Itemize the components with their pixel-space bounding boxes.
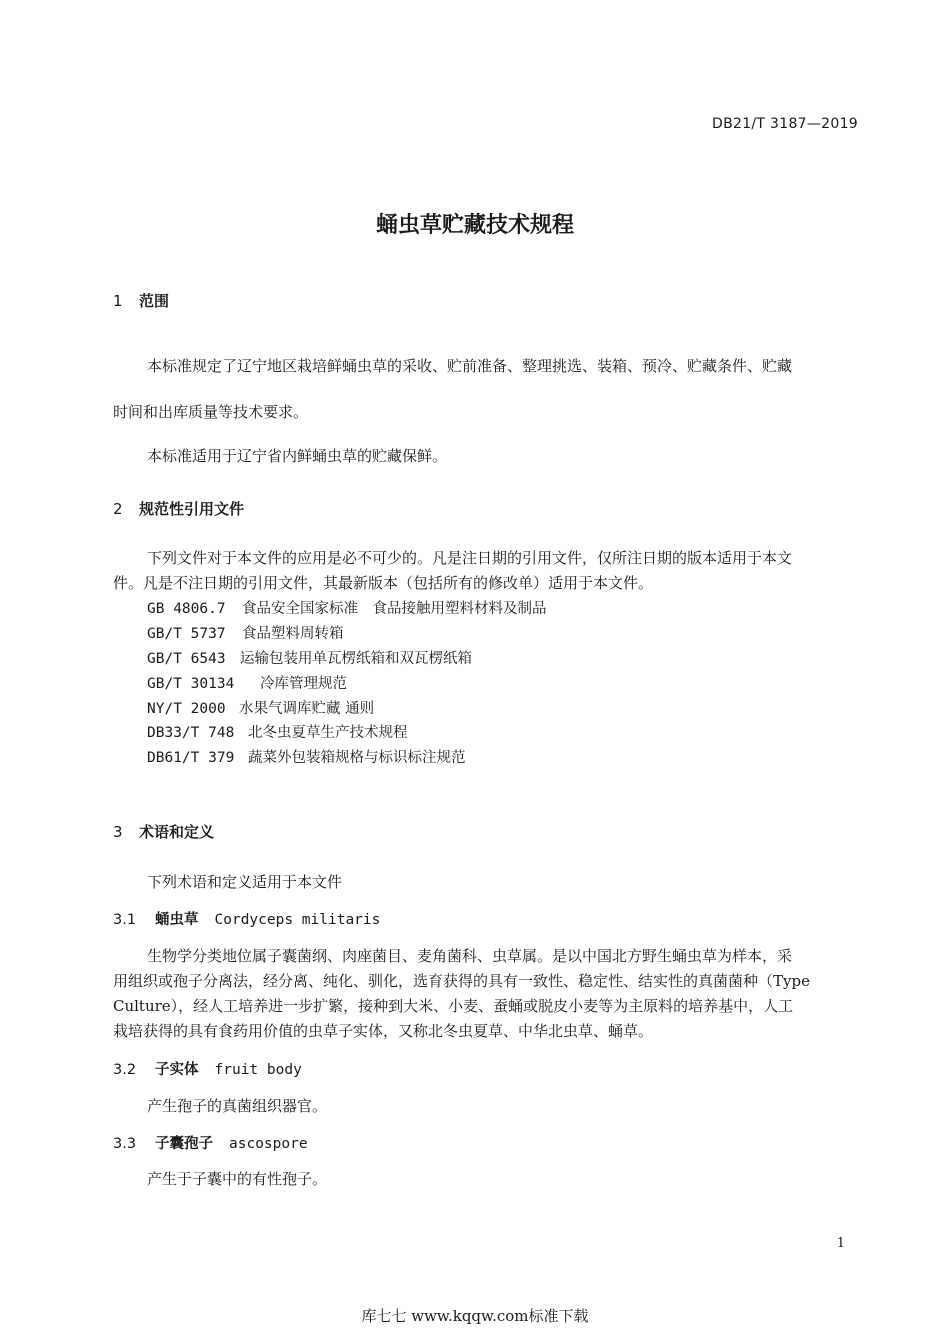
reference-name: 食品安全国家标准 食品接触用塑料材料及制品 (242, 601, 547, 617)
reference-item (147, 746, 466, 767)
reference-item (147, 697, 374, 718)
watermark-footer: 库七七 www.kqqw.com标准下载 (361, 1307, 589, 1325)
term-3-2-heading (113, 1058, 302, 1079)
reference-name: 北冬虫夏草生产技术规程 (248, 725, 408, 741)
document-code: DB21/T 3187—2019 (712, 116, 858, 132)
section-1-paragraph-1-line-1: 本标准规定了辽宁地区栽培鲜蛹虫草的采收、贮前准备、整理挑选、装箱、预冷、贮藏条件、贮藏 (147, 357, 793, 375)
reference-item (147, 622, 344, 643)
term-3-3-heading (113, 1132, 308, 1153)
reference-item (147, 647, 472, 668)
section-2-title: 规范性引用文件 (139, 500, 245, 518)
reference-code: DB61/T 379 (147, 750, 235, 766)
term-en: Cordyceps militaris (214, 912, 381, 928)
reference-name: 运输包装用单瓦楞纸箱和双瓦楞纸箱 (240, 651, 472, 667)
reference-code: GB/T 30134 (147, 676, 235, 692)
term-number: 3.1 (113, 912, 137, 928)
section-1-paragraph-1-line-2: 时间和出库质量等技术要求。 (113, 403, 309, 421)
term-3-1-definition-line-4: 栽培获得的具有食药用价值的虫草子实体，又称北冬虫夏草、中华北虫草、蛹草。 (113, 1022, 654, 1040)
term-en: fruit body (214, 1062, 302, 1078)
term-cn: 子实体 (155, 1062, 199, 1078)
section-3-intro: 下列术语和定义适用于本文件 (147, 873, 343, 891)
section-1-paragraph-2: 本标准适用于辽宁省内鲜蛹虫草的贮藏保鲜。 (147, 447, 448, 465)
reference-item (147, 721, 408, 742)
section-2-intro-line-2: 件。凡是不注日期的引用文件，其最新版本（包括所有的修改单）适用于本文件。 (113, 574, 654, 592)
page-number: 1 (836, 1236, 845, 1251)
term-cn: 蛹虫草 (155, 912, 199, 928)
section-3-number: 3 (113, 823, 123, 841)
term-3-1-definition-line-2: 用组织或孢子分离法，经分离、纯化、驯化，选育获得的具有一致性、稳定性、结实性的真菌菌种（Type (113, 972, 810, 990)
section-1-heading (113, 290, 169, 311)
reference-item (147, 672, 347, 693)
section-2-intro-line-1: 下列文件对于本文件的应用是必不可少的。凡是注日期的引用文件，仅所注日期的版本适用于本文 (147, 549, 793, 567)
reference-name: 水果气调库贮藏 通则 (239, 701, 375, 717)
reference-name: 食品塑料周转箱 (242, 626, 344, 642)
term-3-1-heading (113, 908, 380, 929)
term-number: 3.3 (113, 1136, 137, 1152)
reference-code: GB/T 6543 (147, 651, 226, 667)
reference-code: GB/T 5737 (147, 626, 226, 642)
reference-code: GB 4806.7 (147, 601, 226, 617)
term-cn: 子囊孢子 (155, 1136, 213, 1152)
reference-code: NY/T 2000 (147, 701, 226, 717)
reference-name: 蔬菜外包装箱规格与标识标注规范 (248, 750, 466, 766)
section-2-number: 2 (113, 500, 123, 518)
section-3-heading (113, 821, 214, 842)
reference-code: DB33/T 748 (147, 725, 235, 741)
term-3-3-definition: 产生于子囊中的有性孢子。 (147, 1170, 328, 1188)
reference-item (147, 597, 547, 618)
term-3-2-definition: 产生孢子的真菌组织器官。 (147, 1097, 328, 1115)
term-3-1-definition-line-1: 生物学分类地位属子囊菌纲、肉座菌目、麦角菌科、虫草属。是以中国北方野生蛹虫草为样本，采 (147, 947, 793, 965)
section-2-heading (113, 498, 244, 519)
section-1-title: 范围 (139, 292, 170, 310)
term-en: ascospore (229, 1136, 308, 1152)
section-1-number: 1 (113, 292, 123, 310)
page-title: 蛹虫草贮藏技术规程 (375, 213, 574, 238)
term-number: 3.2 (113, 1062, 137, 1078)
section-3-title: 术语和定义 (139, 823, 215, 841)
reference-name: 冷库管理规范 (260, 676, 347, 692)
term-3-1-definition-line-3: Culture），经人工培养进一步扩繁，接种到大米、小麦、蚕蛹或脱皮小麦等为主原料的培养基中，人工 (113, 997, 794, 1015)
